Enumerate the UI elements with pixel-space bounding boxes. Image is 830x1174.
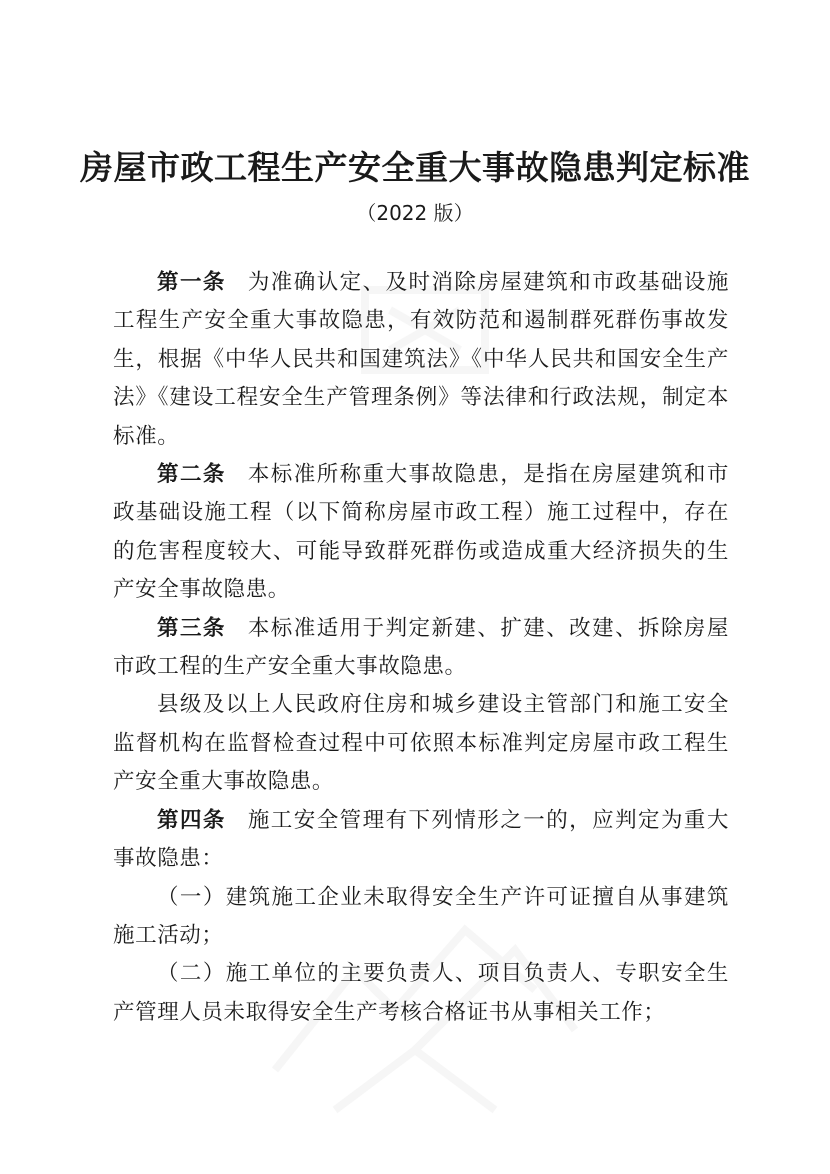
- article-label: 第一条: [157, 270, 226, 295]
- document-body: [113, 264, 729, 1032]
- article-text: 为准确认定、及时消除房屋建筑和市政基础设施工程生产安全重大事故隐患，有效防范和遏制群死群伤事故发生，根据《中华人民共和国建筑法》《中华人民共和国安全生产法》《建设工程安全生产管理条例》等法律和行政法规，制定本标准。: [113, 270, 729, 449]
- paragraph-text: 县级及以上人民政府住房和城乡建设主管部门和施工安全监督机构在监督检查过程中可依照本标准判定房屋市政工程生产安全重大事故隐患。: [113, 692, 729, 795]
- article-text: 本标准适用于判定新建、扩建、改建、拆除房屋市政工程的生产安全重大事故隐患。: [113, 615, 729, 680]
- article-4-item-2: [113, 955, 729, 1032]
- document-title: 房屋市政工程生产安全重大事故隐患判定标准: [80, 148, 750, 187]
- article-label: 第三条: [157, 615, 226, 641]
- article-3-paragraph-2: [113, 686, 729, 801]
- article-1: [113, 264, 729, 456]
- article-4: [113, 802, 729, 879]
- article-3: [113, 610, 729, 687]
- article-label: 第四条: [157, 807, 226, 833]
- item-text: （二）施工单位的主要负责人、项目负责人、专职安全生产管理人员未取得安全生产考核合格证书从事相关工作；: [113, 961, 729, 1025]
- document-subtitle: （2022 版）: [356, 201, 474, 225]
- article-text: 本标准所称重大事故隐患，是指在房屋建筑和市政基础设施工程（以下简称房屋市政工程）施工过程中，存在的危害程度较大、可能导致群死群伤或造成重大经济损失的生产安全事故隐患。: [113, 462, 729, 603]
- article-2: [113, 456, 729, 610]
- article-text: 施工安全管理有下列情形之一的，应判定为重大事故隐患：: [113, 807, 729, 872]
- item-text: （一）建筑施工企业未取得安全生产许可证擅自从事建筑施工活动；: [113, 884, 729, 948]
- article-4-item-1: [113, 879, 729, 956]
- article-label: 第二条: [157, 462, 226, 488]
